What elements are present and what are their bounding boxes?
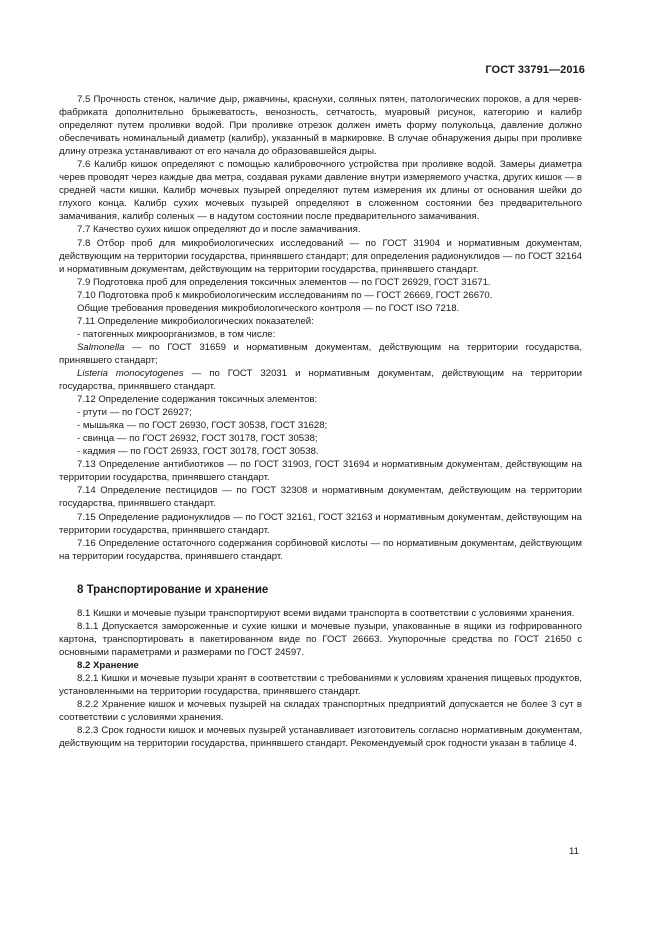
paragraph-7-12: 7.12 Определение содержания токсичных элементов: [77, 394, 318, 406]
salmonella-name: Salmonella [77, 341, 125, 353]
list-item-lead: - свинца — по ГОСТ 26932, ГОСТ 30178, ГОСТ 30538; [77, 433, 318, 445]
document-header: ГОСТ 33791—2016 [485, 64, 585, 76]
salmonella-text: — по ГОСТ 31659 и нормативным документам, действующим на территории государства, принявшего стандарт; [59, 341, 582, 366]
subheading-8-2: 8.2 Хранение [77, 659, 139, 671]
list-item-listeria [59, 367, 582, 393]
paragraph-8-2-3: 8.2.3 Срок годности кишок и мочевых пузырей устанавливает изготовитель согласно нормативным документам, действующим на территории государства, принявшего стандарт. Рекомендуемый срок годности указан в таблице 4. [59, 725, 582, 750]
list-item-mercury: - ртути — по ГОСТ 26927; [77, 407, 192, 419]
list-item-pathogens: - патогенных микроорганизмов, в том числе: [77, 328, 276, 340]
paragraph-7-9: 7.9 Подготовка проб для определения токсичных элементов — по ГОСТ 26929, ГОСТ 31671. [77, 276, 491, 288]
paragraph-general-requirements: Общие требования проведения микробиологического контроля — по ГОСТ ISO 7218. [77, 302, 460, 314]
paragraph-8-2-1: 8.2.1 Кишки и мочевые пузыри хранят в соответствии с требованиями к условиям хранения пищевых продуктов, установленными на территории государства, принявшего стандарт. [59, 672, 582, 697]
paragraph-7-7: 7.7 Качество сухих кишок определяют до и после замачивания. [77, 224, 361, 236]
paragraph-7-13: 7.13 Определение антибиотиков — по ГОСТ 31903, ГОСТ 31694 и нормативным документам, действующим на территории государства, принявшего стандарт. [59, 459, 582, 484]
list-item-cadmium: - кадмия — по ГОСТ 26933, ГОСТ 30178, ГОСТ 30538. [77, 446, 319, 458]
paragraph-8-1: 8.1 Кишки и мочевые пузыри транспортируют всеми видами транспорта в соответствии с условиями хранения. [77, 607, 575, 619]
listeria-name: Listeria monocytogenes [77, 367, 184, 379]
paragraph-7-5: 7.5 Прочность стенок, наличие дыр, ржавчины, краснухи, соляных пятен, патологических пороков, а для черев-фабриката дополнительно брыжеватость, венозность, сетчатость, муаровый рисунок, категорию и калибр определяют путем проливки водой. При проливке отрезок должен иметь форму полукольца, давление должно обеспечивать номинальный диаметр (калибр), указанный в маркировке. В случае обнаружения дыры при проливке длину отрезка устанавливают от его начала до образовавшейся дыры. [59, 94, 582, 158]
list-item-arsenic: - мышьяка — по ГОСТ 26930, ГОСТ 30538, ГОСТ 31628; [77, 420, 328, 432]
paragraph-7-16: 7.16 Определение остаточного содержания сорбиновой кислоты — по нормативным документам, действующим на территории государства, принявшего стандарт. [59, 537, 582, 562]
paragraph-7-10: 7.10 Подготовка проб к микробиологическим исследованиям по — ГОСТ 26669, ГОСТ 26670. [77, 289, 493, 301]
paragraph-8-1-1: 8.1.1 Допускается замороженные и сухие кишки и мочевые пузыри, упакованные в ящики из гофрированного картона, транспортировать в пакетированном виде по ГОСТ 26663. Укупорочные средства по ГОСТ 21650 с основными параметрами и размерами по ГОСТ 24597. [59, 620, 582, 658]
paragraph-8-2-2: 8.2.2 Хранение кишок и мочевых пузырей на складах транспортных предприятий допускается не более 3 сут в соответствии с условиями хранения. [59, 699, 582, 724]
paragraph-7-14: 7.14 Определение пестицидов — по ГОСТ 32308 и нормативным документам, действующим на территории государства, принявшего стандарт. [59, 485, 582, 510]
section-heading-8: 8 Транспортирование и хранение [77, 583, 269, 596]
paragraph-7-6: 7.6 Калибр кишок определяют с помощью калибровочного устройства при проливке водой. Замеры диаметра черев проводят через каждые два метра, создавая руками давление внутри измеряемого участка, других кишок — в средней части кишки. Калибр мочевых пузырей определяют путем измерения их длины от основания шейки до глухого конца. Калибр сухих мочевых пузырей определяют в сложенном состоянии без предварительного замачивания, калибр соленых — в надутом состоянии после предварительного замачивания. [59, 159, 582, 223]
paragraph-7-8: 7.8 Отбор проб для микробиологических исследований — по ГОСТ 31904 и нормативным документам, действующим на территории государства, принявшего стандарт; для определения радионуклидов — по ГОСТ 32164 и нормативным документам, действующим на территории государства, принявшего стандарт. [59, 237, 582, 275]
listeria-text: — по ГОСТ 32031 и нормативным документам, действующим на территории государства, принявшего стандарт. [59, 367, 582, 393]
paragraph-7-15: 7.15 Определение радионуклидов — по ГОСТ 32161, ГОСТ 32163 и нормативным документам, действующим на территории государства, принявшего стандарт. [59, 511, 582, 536]
list-item-salmonella [59, 341, 582, 367]
document-body [59, 93, 582, 750]
paragraph-7-11: 7.11 Определение микробиологических показателей: [77, 315, 314, 327]
page-number: 11 [569, 846, 579, 857]
